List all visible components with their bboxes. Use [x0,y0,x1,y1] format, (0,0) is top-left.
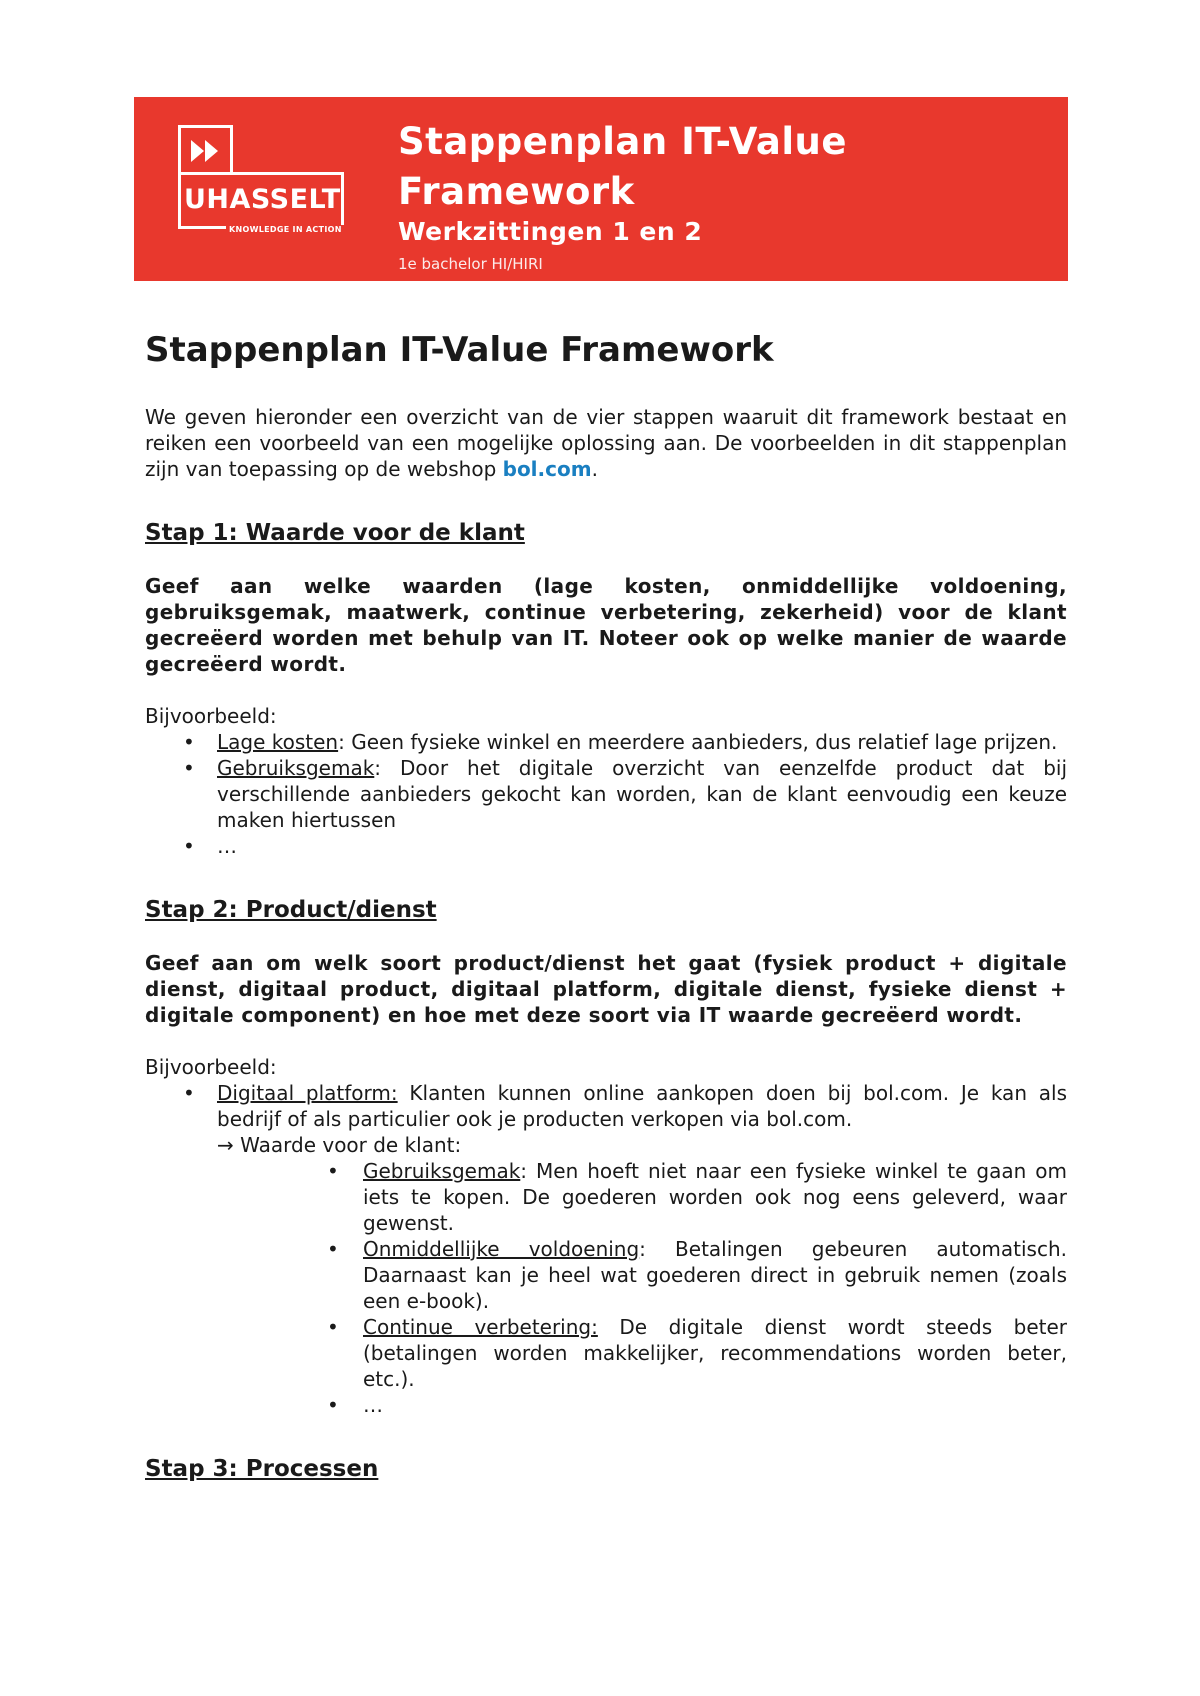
step2-example-label: Bijvoorbeeld: [145,1055,277,1079]
fast-forward-icon [178,125,233,175]
step2-example-list [145,1080,1067,1132]
list-item [145,1080,1067,1132]
step1-example-label: Bijvoorbeeld: [145,704,277,728]
logo-tagline: KNOWLEDGE IN ACTION [226,225,345,234]
intro-paragraph [145,404,1067,482]
intro-text: We geven hieronder een overzicht van de vier stappen waaruit dit framework bestaat en reiken een voorbeeld van een mogelijke oplossing aan. De voorbeelden in dit stappenplan zijn van toepassing op de webshop [145,405,1067,481]
step2-task: Geef aan om welk soort product/dienst het gaat (fysiek product + digitale dienst, digitaal product, digitaal platform, digitale dienst, fysieke dienst + digitale component) en hoe met deze soort via IT waarde gecreëerd wordt. [145,951,1067,1027]
bolcom-link[interactable]: bol.com [502,457,592,481]
page-title: Stappenplan IT-Value Framework [145,330,774,370]
list-item [145,755,1067,833]
logo-word: UHASSELT [184,184,341,215]
list-item-term: Gebruiksgemak [217,756,375,780]
step2-value-list [145,1158,1067,1418]
list-item [145,833,1067,859]
step3-heading: Stap 3: Processen [145,1456,379,1482]
document-body [145,326,1067,1509]
list-item-term: Continue verbetering: [363,1315,598,1339]
list-item-text: : Men hoeft niet naar een fysieke winkel te gaan om iets te kopen. De goederen worden ook nog eens geleverd, waar gewenst. [363,1159,1067,1235]
list-item-text: Klanten kunnen online aankopen doen bij bol.com. Je kan als bedrijf of als particulier ook je producten verkopen via bol.com. [217,1081,1068,1131]
list-item-text: De digitale dienst wordt steeds beter (betalingen worden makkelijker, recommendations worden beter, etc.). [363,1315,1068,1391]
banner-course: 1e bachelor HI/HIRI [398,255,543,273]
banner-subtitle: Werkzittingen 1 en 2 [398,217,703,246]
list-item-term: Onmiddellijke voldoening [363,1237,640,1261]
list-item-text: : Geen fysieke winkel en meerdere aanbieders, dus relatief lage prijzen. [338,730,1058,754]
list-item-text: … [363,1393,383,1417]
step1-example-list [145,729,1067,859]
intro-end: . [591,457,598,481]
list-item [145,1392,1067,1418]
list-item-text: : Door het digitale overzicht van eenzelfde product dat bij verschillende aanbieders gekocht kan worden, kan de klant eenvoudig een keuze maken hiertussen [217,756,1067,832]
list-item [145,1314,1067,1392]
list-item-text: : Betalingen gebeuren automatisch. Daarnaast kan je heel wat goederen direct in gebruik nemen (zoals een e-book). [363,1237,1067,1313]
uhasselt-logo [178,125,348,245]
list-item [145,729,1067,755]
step1-heading: Stap 1: Waarde voor de klant [145,520,525,546]
step2-heading: Stap 2: Product/dienst [145,897,437,923]
list-item-term: Digitaal platform: [217,1081,398,1105]
header-banner [134,97,1068,281]
value-arrow-line: → Waarde voor de klant: [217,1133,462,1157]
list-item [145,1158,1067,1236]
step1-task: Geef aan welke waarden (lage kosten, onmiddellijke voldoening, gebruiksgemak, maatwerk, continue verbetering, zekerheid) voor de klant gecreëerd worden met behulp van IT. Noteer ook op welke manier de waarde gecreëerd wordt. [145,574,1067,676]
banner-title: Stappenplan IT-Value Framework [398,120,847,213]
list-item-term: Lage kosten [217,730,339,754]
list-item [145,1236,1067,1314]
list-item-text: … [217,834,237,858]
list-item-term: Gebruiksgemak [363,1159,521,1183]
